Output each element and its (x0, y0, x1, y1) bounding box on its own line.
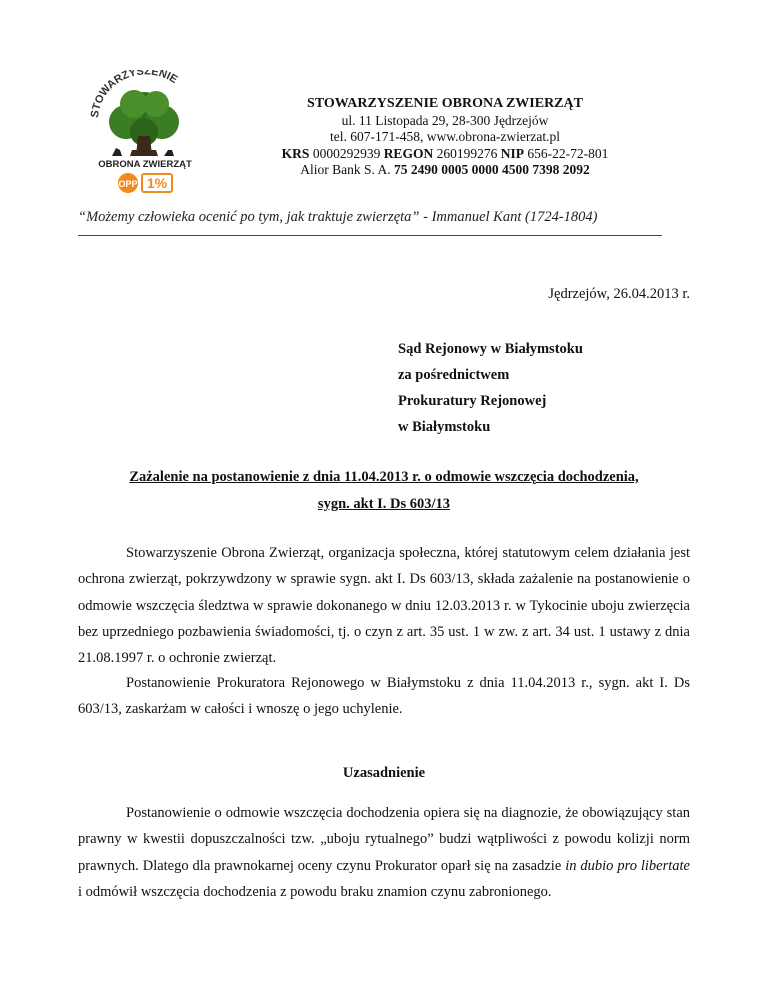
recipient-block (398, 336, 583, 440)
place-date: Jędrzejów, 26.04.2013 r. (548, 286, 690, 302)
recipient-line-1: Sąd Rejonowy w Białymstoku (398, 341, 583, 357)
one-percent-badge: 1% (146, 175, 168, 191)
document-subject (78, 464, 690, 518)
recipient-line-2: za pośrednictwem (398, 367, 510, 383)
section-heading: Uzasadnienie (342, 765, 426, 781)
subject-line-1: Zażalenie na postanowienie z dnia 11.04.2013 r. o odmowie wszczęcia dochodzenia, (129, 469, 639, 485)
tree-logo-graphic (86, 70, 204, 198)
paragraph-2: Postanowienie Prokuratora Rejonowego w Białymstoku z dnia 11.04.2013 r., sygn. akt I. Ds 603/13, zaskarżam w całości i wnoszę o jego uchylenie. (78, 675, 690, 718)
nip-label: NIP (500, 145, 524, 161)
bank-details (230, 162, 660, 179)
paragraph-3-part-1: Postanowienie o odmowie wszczęcia dochodzenia opiera się na diagnozie, że obowiązujący stan prawny w kwestii dopuszczalności tzw. „uboju rytualnego” budzi wątpliwości z powodu kolizji norm prawnych. Dlatego dla prawnokarnej oceny czynu Prokurator oparł się na zasadzie (78, 805, 690, 874)
motto-quote: “Możemy człowieka ocenić po tym, jak traktuje zwierzęta” - Immanuel Kant (1724-1804) (78, 209, 598, 225)
paragraph-3 (78, 800, 690, 905)
recipient-line-3: Prokuratury Rejonowej (398, 393, 547, 409)
organization-contact: tel. 607-171-458, www.obrona-zwierzat.pl (329, 129, 561, 144)
organization-name: STOWARZYSZENIE OBRONA ZWIERZĄT (307, 96, 583, 111)
registration-numbers (230, 146, 660, 163)
regon-label: REGON (383, 145, 434, 161)
organization-address: ul. 11 Listopada 29, 28-300 Jędrzejów (341, 112, 549, 128)
letterhead (230, 96, 660, 179)
regon-number: 260199276 (436, 145, 498, 161)
paragraph-3-part-2: i odmówił wszczęcia dochodzenia z powodu braku znamion czynu zabronionego. (78, 883, 552, 900)
recipient-line-4: w Białymstoku (398, 419, 491, 435)
krs-number: 0000292939 (312, 145, 381, 161)
organization-logo (86, 70, 204, 198)
latin-maxim: in dubio pro libertate (565, 857, 690, 874)
header-divider (78, 235, 662, 236)
bank-account: 75 2490 0005 0000 4500 7398 2092 (394, 162, 590, 177)
opp-badge: OPP (118, 179, 138, 189)
bank-name: Alior Bank S. A. (300, 162, 391, 177)
nip-number: 656-22-72-801 (527, 145, 609, 161)
paragraph-1: Stowarzyszenie Obrona Zwierząt, organizacja społeczna, której statutowym celem działania jest ochrona zwierząt, pokrzywdzony w sprawie sygn. akt I. Ds 603/13, składa zażalenie na postanowienie o odmowie wszczęcia śledztwa w sprawie dokonanego w dniu 12.03.2013 r. w Tykocinie uboju zwierzęcia bez uprzedniego pozbawienia świadomości, tj. o czyn z art. 35 ust. 1 w zw. z art. 34 ust. 1 ustawy z dnia 21.08.1997 r. o ochronie zwierząt. (78, 545, 690, 667)
logo-band-text: OBRONA ZWIERZĄT (98, 159, 192, 170)
logo-arc-text: STOWARZYSZENIE (88, 70, 180, 119)
subject-line-2: sygn. akt I. Ds 603/13 (317, 496, 451, 512)
krs-label: KRS (281, 145, 310, 161)
